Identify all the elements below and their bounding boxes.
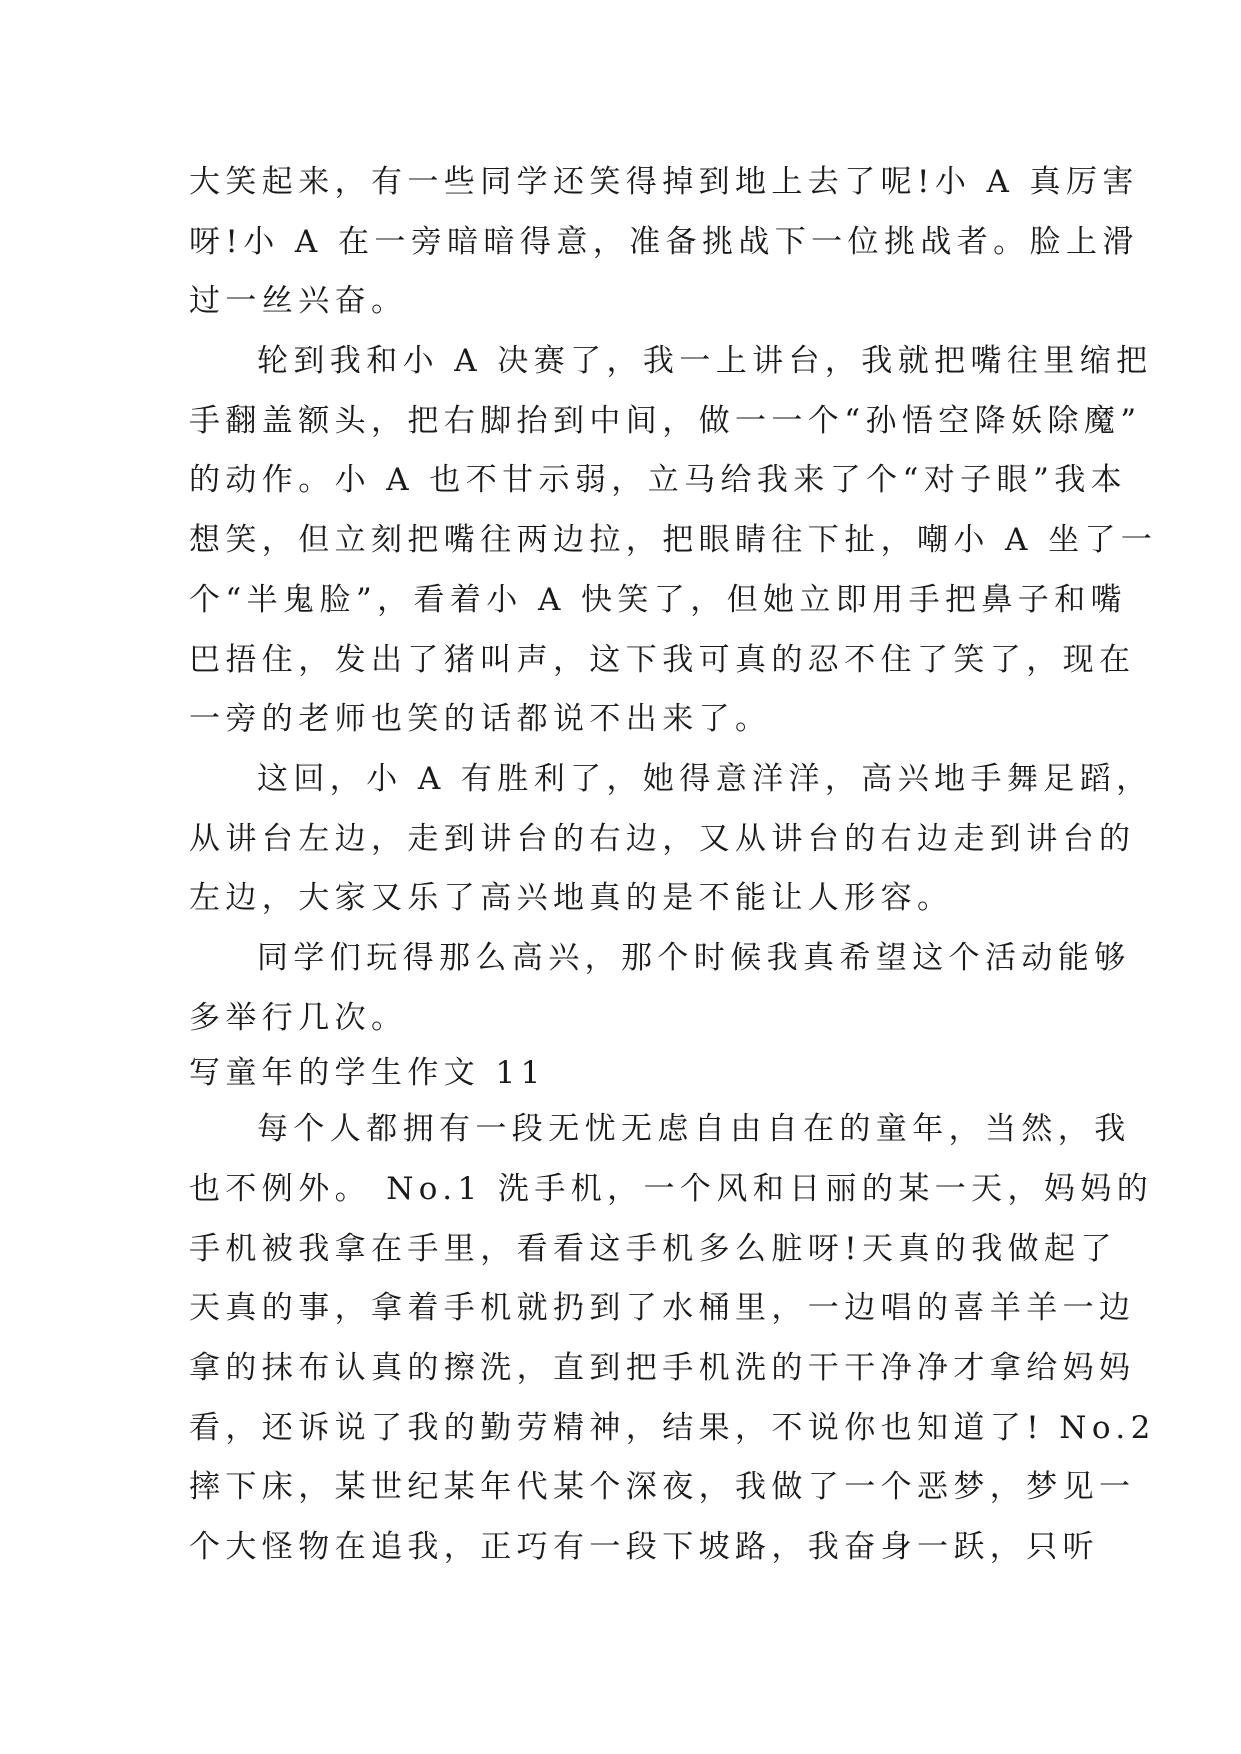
text-line: 多举行几次。 (189, 1000, 408, 1036)
text-line: 过一丝兴奋。 (189, 283, 408, 319)
text-line: 个大怪物在追我，正巧有一段下坡路，我奋身一跃，只听 (189, 1529, 1099, 1565)
text-line: 手机被我拿在手里，看看这手机多么脏呀!天真的我做起了 (189, 1231, 1117, 1267)
text-line: 摔下床，某世纪某年代某个深夜，我做了一个恶梦，梦见一 (189, 1469, 1136, 1505)
paragraph-first-line: 同学们玩得那么高兴，那个时候我真希望这个活动能够 (257, 940, 1131, 976)
text-line: 从讲台左边，走到讲台的右边，又从讲台的右边走到讲台的 (189, 821, 1136, 857)
text-line: 一旁的老师也笑的话都说不出来了。 (189, 701, 772, 737)
text-line: 巴捂住，发出了猪叫声，这下我可真的忍不住了笑了，现在 (189, 642, 1136, 678)
section-heading: 写童年的学生作文 11 (189, 1055, 546, 1091)
text-line: 想笑，但立刻把嘴往两边拉，把眼睛往下扯，嘲小 A 坐了一 (189, 522, 1158, 558)
paragraph-first-line: 每个人都拥有一段无忧无虑自由自在的童年，当然，我 (257, 1111, 1131, 1147)
paragraph-first-line: 这回，小 A 有胜利了，她得意洋洋，高兴地手舞足蹈， (257, 761, 1153, 797)
text-line: 呀!小 A 在一旁暗暗得意，准备挑战下一位挑战者。脸上滑 (189, 224, 1139, 260)
text-line: 拿的抹布认真的擦洗，直到把手机洗的干干净净才拿给妈妈 (189, 1350, 1136, 1386)
text-line: 个“半鬼脸”，看着小 A 快笑了，但她立即用手把鼻子和嘴 (189, 582, 1127, 618)
text-line: 左边，大家又乐了高兴地真的是不能让人形容。 (189, 880, 954, 916)
text-line: 的动作。小 A 也不甘示弱，立马给我来了个“对子眼”我本 (189, 462, 1127, 498)
text-line: 大笑起来，有一些同学还笑得掉到地上去了呢!小 A 真厉害 (189, 164, 1139, 200)
text-line: 天真的事，拿着手机就扔到了水桶里，一边唱的喜羊羊一边 (189, 1290, 1136, 1326)
text-line: 也不例外。 No.1 洗手机，一个风和日丽的某一天，妈妈的 (189, 1171, 1154, 1207)
text-line: 看，还诉说了我的勤劳精神，结果，不说你也知道了! No.2 (189, 1410, 1156, 1446)
text-line: 手翻盖额头，把右脚抬到中间，做一一个“孙悟空降妖除魔” (189, 403, 1142, 439)
paragraph-first-line: 轮到我和小 A 决赛了，我一上讲台，我就把嘴往里缩把 (257, 343, 1153, 379)
